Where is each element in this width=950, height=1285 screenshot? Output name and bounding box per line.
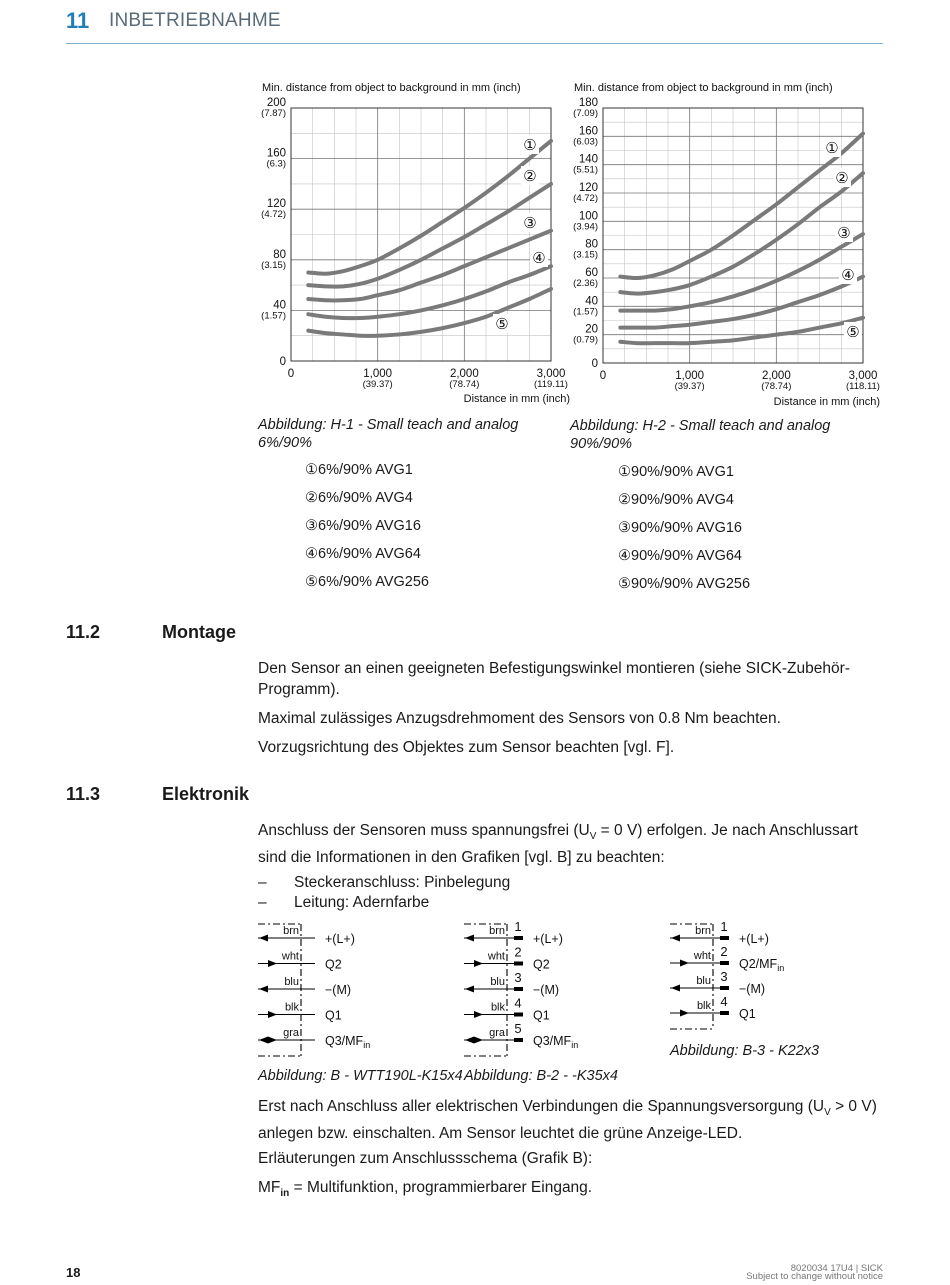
x-tick-label: 3,000 xyxy=(536,368,566,380)
wire-color-label: blk xyxy=(696,1000,711,1012)
legend-item: ③6%/90% AVG16 xyxy=(305,518,421,534)
signal-label: −(M) xyxy=(325,983,352,997)
pin-number: 5 xyxy=(514,1021,522,1036)
arrow-right-icon xyxy=(474,960,483,967)
x-tick-label: 2,000 xyxy=(449,368,479,380)
elektronik-paragraph-1: Anschluss der Sensoren muss spannungsfrei ($U_V = 0$ V) erfolgen. Je nach Anschlussart sind die Informationen in den Grafiken [vgl. B] zu beachten: xyxy=(258,822,858,867)
pin-terminal xyxy=(514,962,523,966)
legend-item: ①90%/90% AVG1 xyxy=(618,464,734,480)
series-line xyxy=(620,234,863,311)
y-tick-sublabel: (3.15) xyxy=(573,249,598,261)
series-line xyxy=(308,289,551,336)
chart-h1 xyxy=(250,74,580,410)
chart-h2-title: Min. distance from object to background in mm (inch) xyxy=(574,82,833,94)
arrow-left-icon xyxy=(465,935,474,942)
y-tick-sublabel: (1.57) xyxy=(573,306,598,318)
y-tick-sublabel: (5.51) xyxy=(573,164,598,176)
series-label: ⑤ xyxy=(846,324,860,341)
series-label: ③ xyxy=(523,215,537,232)
wire-color-label: brn xyxy=(695,925,711,937)
figure-b2-caption: Abbildung: B-2 - -K35x4 xyxy=(464,1068,618,1084)
legend-h2 xyxy=(618,464,750,604)
y-tick-label: 60 xyxy=(585,267,598,279)
y-tick-label: 140 xyxy=(578,153,598,166)
chapter-number: 11 xyxy=(66,8,90,33)
bullet-item: – Steckeranschluss: Pinbelegung xyxy=(258,874,511,891)
wire-color-label: gra xyxy=(489,1027,505,1039)
montage-paragraph-3: Vorzugsrichtung des Objektes zum Sensor beachten [vgl. F]. xyxy=(258,739,675,756)
wiring-diagram-b3 xyxy=(667,918,867,1036)
series-label: ① xyxy=(523,137,537,154)
x-tick-sublabel: (118.11) xyxy=(846,381,880,392)
y-tick-sublabel: (4.72) xyxy=(573,193,598,204)
signal-label: $Q3/MF_{in}$ xyxy=(533,1034,579,1050)
legend-item: ④90%/90% AVG64 xyxy=(618,548,742,564)
series-label: ⑤ xyxy=(495,316,509,333)
wiring-diagram-b xyxy=(255,918,455,1060)
section-number-montage: 11.2 xyxy=(66,622,101,642)
elektronik-paragraph-4: $MF_{in}$ = Multifunktion, programmierbarer Eingang. xyxy=(258,1179,593,1200)
x-tick-sublabel: (78.74) xyxy=(449,379,480,390)
bullet-item: – Leitung: Adernfarbe xyxy=(258,894,430,911)
pin-terminal xyxy=(514,1038,523,1042)
y-tick-sublabel: (6.03) xyxy=(573,136,598,148)
y-tick-sublabel: (4.72) xyxy=(261,209,286,221)
x-tick-label: 3,000 xyxy=(848,370,878,382)
y-tick-sublabel: (3.15) xyxy=(261,259,286,271)
y-tick-label: 0 xyxy=(279,356,286,368)
signal-label: −(M) xyxy=(533,983,560,997)
y-tick-label: 180 xyxy=(578,97,598,109)
pin-number: 1 xyxy=(514,919,522,934)
x-tick-label: 0 xyxy=(599,370,607,382)
wire-color-label: wht xyxy=(487,950,505,963)
y-tick-label: 40 xyxy=(273,299,286,312)
pin-number: 4 xyxy=(720,994,728,1009)
wire-color-label: wht xyxy=(693,950,711,962)
wire-color-label: brn xyxy=(283,925,299,937)
x-tick-label: 2,000 xyxy=(761,370,791,382)
pin-terminal xyxy=(514,987,523,991)
y-tick-label: 80 xyxy=(585,238,598,251)
page-number: 18 xyxy=(66,1265,81,1280)
pin-terminal xyxy=(720,936,729,940)
arrow-right-icon xyxy=(680,960,689,967)
elektronik-paragraph-3: Erläuterungen zum Anschlussschema (Grafik B): xyxy=(258,1150,593,1167)
y-tick-label: 40 xyxy=(585,295,598,308)
wire-color-label: blk xyxy=(284,1001,299,1014)
figure-b-caption: Abbildung: B - WTT190L-K15x4 xyxy=(258,1068,463,1084)
chart-h1-xlabel: Distance in mm (inch) xyxy=(463,393,570,405)
section-title-montage: Montage xyxy=(162,622,236,642)
legend-item: ⑤6%/90% AVG256 xyxy=(305,574,429,590)
signal-label: Q2 xyxy=(325,957,342,972)
arrow-right-icon xyxy=(680,1010,689,1017)
y-tick-sublabel: (7.87) xyxy=(261,108,286,119)
arrow-right-icon xyxy=(474,1011,483,1018)
legend-item: ③90%/90% AVG16 xyxy=(618,520,742,536)
figure-b3-caption: Abbildung: B-3 - K22x3 xyxy=(670,1043,820,1059)
arrow-right-icon xyxy=(268,960,277,967)
signal-label: +(L+) xyxy=(739,932,769,946)
pin-terminal xyxy=(514,1013,523,1017)
signal-label: +(L+) xyxy=(533,932,563,946)
x-tick-label: 0 xyxy=(287,368,295,380)
pin-number: 4 xyxy=(514,995,522,1011)
arrow-left-icon xyxy=(465,1037,474,1044)
pin-terminal xyxy=(514,936,523,940)
x-tick-label: 1,000 xyxy=(675,370,705,382)
series-label: ④ xyxy=(532,250,546,267)
pin-number: 2 xyxy=(720,944,728,959)
signal-label: +(L+) xyxy=(325,932,355,946)
y-tick-sublabel: (2.36) xyxy=(573,278,598,289)
signal-label: Q1 xyxy=(325,1008,342,1023)
montage-paragraph-1: Den Sensor an einen geeigneten Befestigungswinkel montieren (siehe SICK-Zubehör-Programm). xyxy=(258,660,850,698)
arrow-left-icon xyxy=(465,986,474,993)
y-tick-label: 100 xyxy=(578,210,598,223)
wire-color-label: blk xyxy=(490,1001,505,1014)
series-line xyxy=(620,318,863,344)
y-tick-label: 120 xyxy=(578,182,598,194)
pin-number: 3 xyxy=(514,970,522,985)
y-tick-label: 160 xyxy=(578,125,598,138)
y-tick-sublabel: (0.79) xyxy=(573,334,598,346)
y-tick-label: 80 xyxy=(273,248,286,261)
series-label: ② xyxy=(523,168,537,185)
wire-color-label: blu xyxy=(696,975,711,987)
legend-item: ②6%/90% AVG4 xyxy=(305,490,413,506)
x-tick-sublabel: (119.11) xyxy=(534,379,568,390)
section-title-elektronik: Elektronik xyxy=(162,784,250,804)
arrow-left-icon xyxy=(671,985,680,992)
montage-paragraph-2: Maximal zulässiges Anzugsdrehmoment des Sensors von 0.8 Nm beachten. xyxy=(258,710,781,727)
section-number-elektronik: 11.3 xyxy=(66,784,101,804)
signal-label: $Q3/MF_{in}$ xyxy=(325,1034,371,1050)
pin-terminal xyxy=(720,986,729,990)
y-tick-label: 0 xyxy=(591,358,598,370)
arrow-right-icon xyxy=(268,1011,277,1018)
arrow-left-icon xyxy=(259,1037,268,1044)
wire-color-label: blu xyxy=(490,976,505,988)
pin-terminal xyxy=(720,1011,729,1015)
legend-item: ⑤90%/90% AVG256 xyxy=(618,576,751,592)
arrow-left-icon xyxy=(259,986,268,993)
series-label: ④ xyxy=(841,267,855,284)
pin-number: 3 xyxy=(720,969,728,984)
y-tick-sublabel: (1.57) xyxy=(261,310,286,322)
header-rule xyxy=(66,43,883,44)
legend-item: ④6%/90% AVG64 xyxy=(305,546,421,562)
series-label: ② xyxy=(835,170,849,187)
y-tick-label: 120 xyxy=(266,198,286,211)
chart-h1-title: Min. distance from object to background in mm (inch) xyxy=(262,82,521,94)
signal-label: −(M) xyxy=(739,982,766,996)
pin-number: 2 xyxy=(514,944,522,960)
x-tick-sublabel: (78.74) xyxy=(761,381,792,392)
wiring-diagram-b2 xyxy=(461,918,661,1060)
signal-label: Q2 xyxy=(533,957,550,972)
elektronik-paragraph-2: Erst nach Anschluss aller elektrischen Verbindungen die Spannungsversorgung ($U_V > 0$ V) anlegen bzw. einschalten. Am Sensor leuchtet die grüne Anzeige-LED. xyxy=(258,1098,877,1143)
signal-label: $Q2/MF_{in}$ xyxy=(739,957,785,973)
arrow-right-icon xyxy=(474,1037,483,1044)
footer-note: Subject to change without notice xyxy=(746,1271,883,1282)
signal-label: Q1 xyxy=(533,1008,550,1023)
wire-color-label: blu xyxy=(284,976,299,988)
y-tick-label: 20 xyxy=(585,323,598,336)
series-label: ③ xyxy=(837,225,851,242)
series-label: ① xyxy=(825,140,839,157)
chart-h2-xlabel: Distance in mm (inch) xyxy=(773,396,880,408)
y-tick-sublabel: (6.3) xyxy=(266,158,286,170)
x-tick-sublabel: (39.37) xyxy=(362,379,393,390)
x-tick-label: 1,000 xyxy=(363,368,393,380)
legend-item: ②90%/90% AVG4 xyxy=(618,492,734,508)
chapter-title: INBETRIEBNAHME xyxy=(109,10,281,31)
pin-number: 1 xyxy=(720,919,728,934)
y-tick-sublabel: (3.94) xyxy=(573,221,598,233)
wire-color-label: wht xyxy=(281,950,299,963)
wire-color-label: brn xyxy=(489,925,505,937)
pin-terminal xyxy=(720,961,729,965)
chart-h2 xyxy=(562,74,892,412)
series-line xyxy=(308,231,551,301)
figure-h1-caption: Abbildung: H-1 - Small teach and analog 6%/90% xyxy=(258,417,519,451)
arrow-left-icon xyxy=(259,935,268,942)
arrow-left-icon xyxy=(671,935,680,942)
wire-color-label: gra xyxy=(283,1027,299,1039)
x-tick-sublabel: (39.37) xyxy=(674,381,705,392)
series-line xyxy=(620,277,863,328)
legend-h1 xyxy=(305,462,429,602)
signal-label: Q1 xyxy=(739,1007,756,1021)
y-tick-sublabel: (7.09) xyxy=(573,108,598,119)
figure-h2-caption: Abbildung: H-2 - Small teach and analog 90%/90% xyxy=(570,418,831,452)
legend-item: ①6%/90% AVG1 xyxy=(305,462,413,478)
footer-doc-number: 8020034 17U4 | SICK xyxy=(790,1263,883,1274)
y-tick-label: 160 xyxy=(266,147,286,160)
y-tick-label: 200 xyxy=(266,97,286,109)
arrow-right-icon xyxy=(268,1037,277,1044)
